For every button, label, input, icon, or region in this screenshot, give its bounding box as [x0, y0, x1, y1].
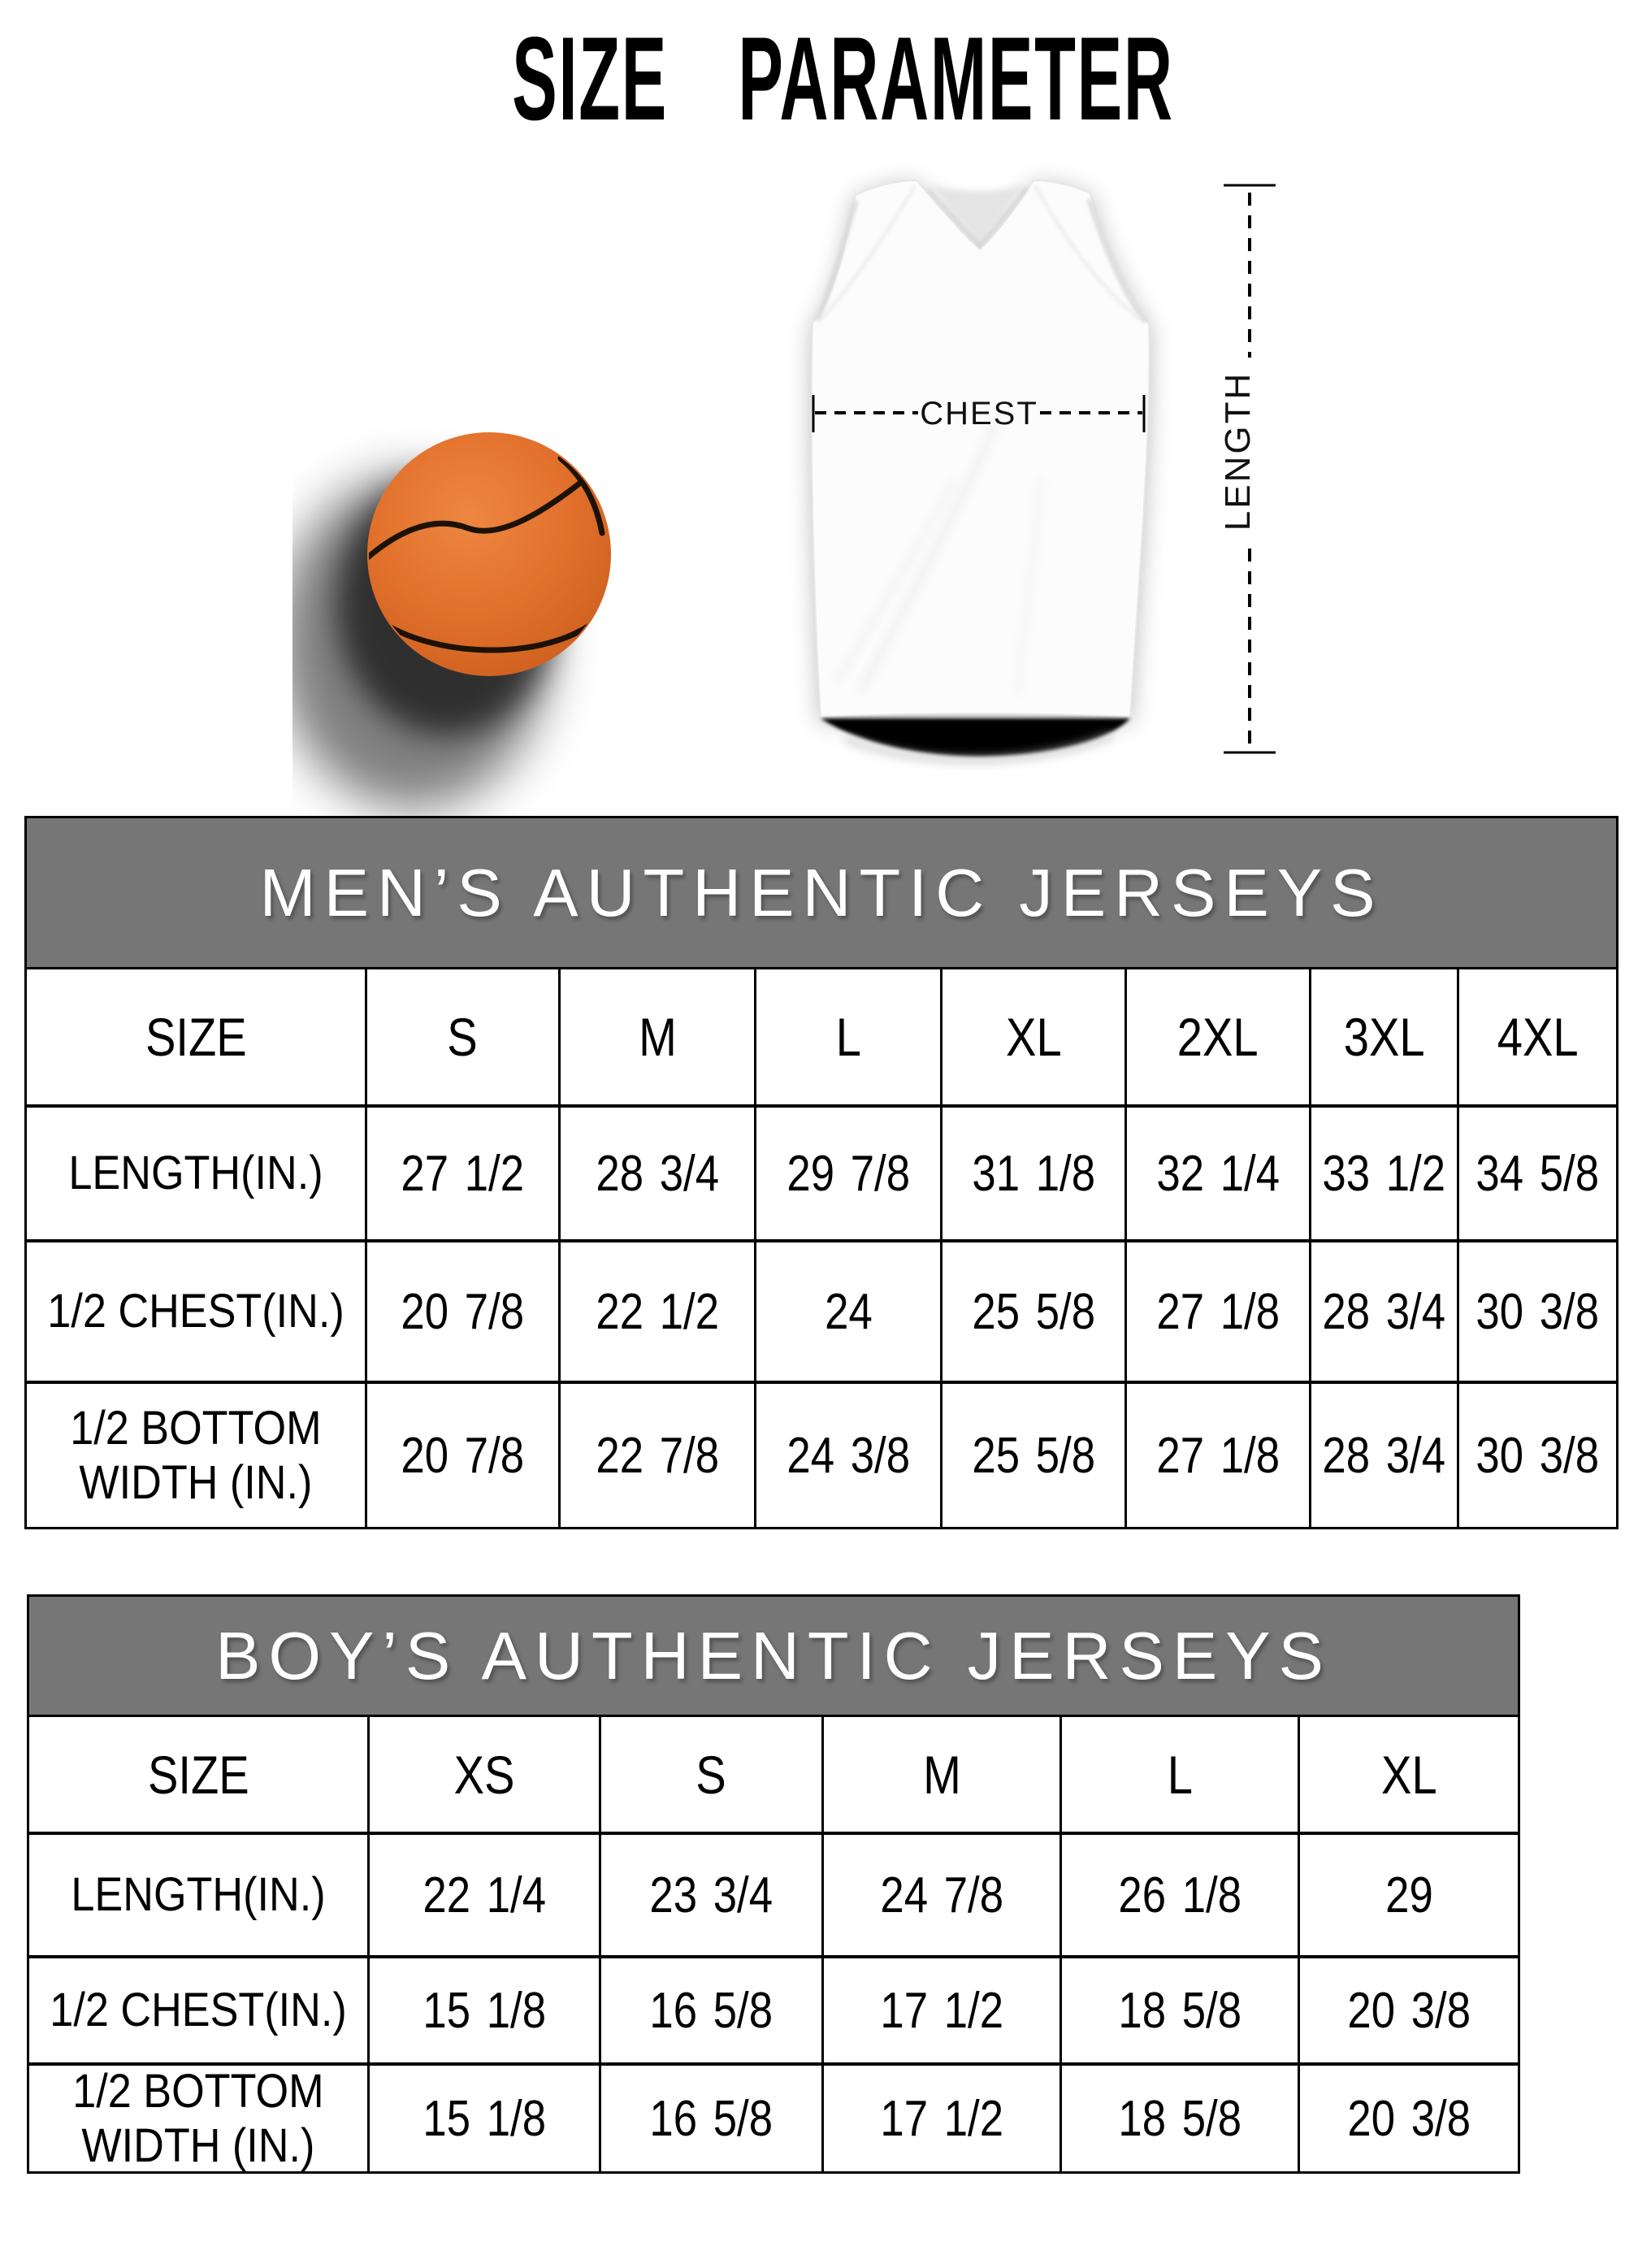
- boy-chest-value: 15 1/8: [370, 1958, 601, 2066]
- men-size-m: M: [561, 969, 756, 1108]
- men-size-3xl: 3XL: [1311, 969, 1459, 1108]
- men-bottom-value: 28 3/4: [1311, 1384, 1459, 1527]
- boy-row-label-chest: 1/2 CHEST(IN.): [29, 1958, 370, 2066]
- boy-bottom-value: 18 5/8: [1062, 2066, 1300, 2171]
- boy-size-header-cell: SIZE: [29, 1717, 370, 1835]
- boy-table-header: [29, 1597, 1518, 1717]
- boy-size-l: L: [1062, 1717, 1300, 1835]
- men-length-value: 31 1/8: [942, 1108, 1127, 1242]
- jersey-icon: [756, 158, 1292, 792]
- boy-bottom-value: 17 1/2: [824, 2066, 1062, 2171]
- boy-length-value: 23 3/4: [601, 1835, 824, 1958]
- men-bottom-value: 25 5/8: [942, 1384, 1127, 1527]
- boy-length-value: 26 1/8: [1062, 1835, 1300, 1958]
- men-bottom-value: 20 7/8: [367, 1384, 561, 1527]
- boy-table: [27, 1594, 1520, 2174]
- men-length-value: 34 5/8: [1459, 1108, 1616, 1242]
- men-size-l: L: [756, 969, 942, 1108]
- jersey-hem-shadow: [821, 718, 1130, 757]
- boy-chest-value: 20 3/8: [1300, 1958, 1518, 2066]
- men-size-4xl: 4XL: [1459, 969, 1616, 1108]
- length-label: LENGTH: [1218, 371, 1258, 531]
- page-title-text: SIZE PARAMETER: [511, 12, 1174, 145]
- boy-chest-value: 16 5/8: [601, 1958, 824, 2066]
- men-chest-value: 24: [756, 1242, 942, 1384]
- men-size-s: S: [367, 969, 561, 1108]
- men-chest-value: 22 1/2: [561, 1242, 756, 1384]
- boy-chest-value: 18 5/8: [1062, 1958, 1300, 2066]
- boy-length-value: 24 7/8: [824, 1835, 1062, 1958]
- men-length-value: 28 3/4: [561, 1108, 756, 1242]
- men-bottom-value: 24 3/8: [756, 1384, 942, 1527]
- men-chest-value: 30 3/8: [1459, 1242, 1616, 1384]
- men-length-value: 33 1/2: [1311, 1108, 1459, 1242]
- chest-label: CHEST: [920, 396, 1038, 431]
- men-length-value: 32 1/4: [1127, 1108, 1311, 1242]
- boy-size-s: S: [601, 1717, 824, 1835]
- men-bottom-value: 22 7/8: [561, 1384, 756, 1527]
- men-bottom-value: 30 3/8: [1476, 1427, 1600, 1484]
- boy-size-m: M: [824, 1717, 1062, 1835]
- men-chest-value: 25 5/8: [942, 1242, 1127, 1384]
- boy-length-value: 22 1/4: [370, 1835, 601, 1958]
- ball-body: [367, 432, 611, 676]
- boy-bottom-value: 15 1/8: [370, 2066, 601, 2171]
- boy-chest-value: 17 1/2: [824, 1958, 1062, 2066]
- men-length-value: 29 7/8: [756, 1108, 942, 1242]
- men-table-header: [27, 818, 1616, 969]
- basketball-icon: [292, 374, 682, 829]
- men-size-2xl: 2XL: [1127, 969, 1311, 1108]
- men-chest-value: 20 7/8: [367, 1242, 561, 1384]
- men-table: [24, 816, 1618, 1529]
- boy-table-title: BOY’S AUTHENTIC JERSEYS: [215, 1617, 1332, 1693]
- men-row-label-length: LENGTH(IN.): [27, 1108, 367, 1242]
- men-size-xl: XL: [942, 969, 1127, 1108]
- men-chest-value: 28 3/4: [1311, 1242, 1459, 1384]
- boy-size-xs: XS: [370, 1717, 601, 1835]
- page-title: [0, 12, 1625, 145]
- men-bottom-value: 27 1/8: [1127, 1384, 1311, 1527]
- boy-row-label-length: LENGTH(IN.): [29, 1835, 370, 1958]
- men-table-title: MEN’S AUTHENTIC JERSEYS: [259, 854, 1384, 930]
- men-chest-value: 27 1/8: [1127, 1242, 1311, 1384]
- men-length-value: 27 1/2: [367, 1108, 561, 1242]
- boy-size-xl: XL: [1300, 1717, 1518, 1835]
- men-row-label-bottom-width: 1/2 BOTTOM WIDTH (IN.): [27, 1384, 367, 1527]
- boy-row-label-bottom-width: 1/2 BOTTOM WIDTH (IN.): [29, 2066, 370, 2171]
- boy-length-value: 29: [1300, 1835, 1518, 1958]
- boy-bottom-value: 20 3/8: [1347, 2090, 1471, 2147]
- men-row-label-chest: 1/2 CHEST(IN.): [27, 1242, 367, 1384]
- men-size-header-cell: SIZE: [27, 969, 367, 1108]
- boy-bottom-value: 16 5/8: [601, 2066, 824, 2171]
